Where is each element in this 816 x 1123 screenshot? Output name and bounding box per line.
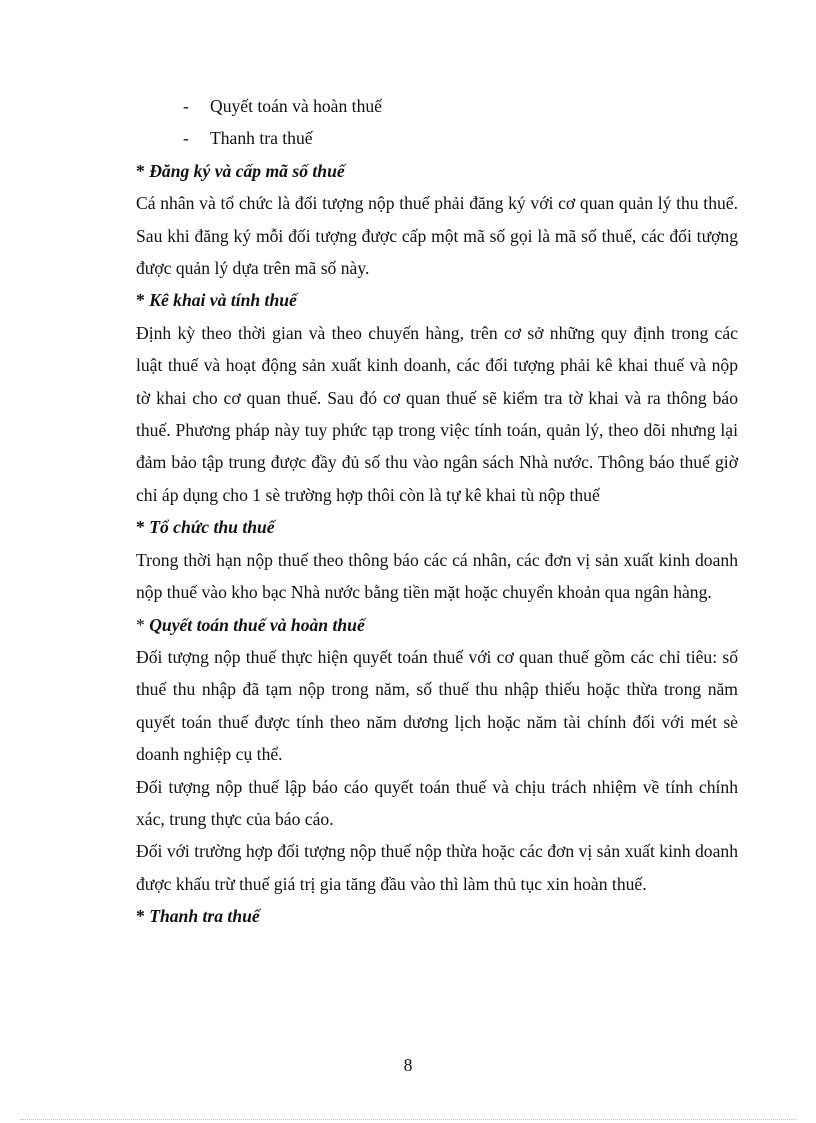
bullet-item (136, 122, 738, 154)
asterisk-marker: * (136, 160, 150, 181)
paragraph: Trong thời hạn nộp thuế theo thông báo các cá nhân, các đơn vị sản xuất kinh doanh nộp thuế vào kho bạc Nhà nước bằng tiền mặt hoặc chuyển khoản qua ngân hàng. (136, 549, 738, 603)
section-heading-inspection (136, 900, 738, 932)
asterisk-marker: * (136, 614, 150, 635)
section-heading-registration (136, 155, 738, 187)
heading-text: Kê khai và tính thuế (149, 290, 297, 311)
bullet-marker: - (183, 128, 189, 149)
paragraph: Đối với trường hợp đối tượng nộp thuế nộp thừa hoặc các đơn vị sản xuất kinh doanh được khấu trừ thuế giá trị gia tăng đầu vào thì làm thủ tục xin hoàn thuế. (136, 841, 738, 894)
asterisk-marker: * (136, 906, 150, 927)
heading-text: Thanh tra thuế (149, 906, 260, 927)
footer-divider (20, 1119, 796, 1120)
heading-text: Tổ chức thu thuế (149, 517, 275, 538)
page-body (136, 90, 738, 933)
paragraph: Đối tượng nộp thuế thực hiện quyết toán thuế với cơ quan thuế gồm các chỉ tiêu: số thuế thu nhập đã tạm nộp trong năm, số thuế thu nhập thiếu hoặc thừa trong năm quyết toán thuế được tính theo năm dương lịch hoặc năm tài chính đối với mét sè doanh nghiệp cụ thể. (136, 646, 738, 765)
heading-text: Quyết toán thuế và hoàn thuế (149, 614, 365, 635)
heading-text: Đăng ký và cấp mã số thuế (149, 160, 345, 181)
page-number: 8 (403, 1055, 413, 1075)
bullet-text: Thanh tra thuế (210, 128, 313, 149)
bullet-item (136, 90, 738, 122)
section-heading-collection (136, 511, 738, 543)
section-heading-declaration (136, 284, 738, 316)
bullet-marker: - (183, 96, 189, 116)
asterisk-marker: * (136, 290, 150, 311)
paragraph: Đối tượng nộp thuế lập báo cáo quyết toán thuế và chịu trách nhiệm về tính chính xác, trung thực của báo cáo. (136, 776, 738, 829)
asterisk-marker: * (136, 517, 150, 538)
bullet-text: Quyết toán và hoàn thuế (210, 96, 382, 116)
paragraph: Cá nhân và tổ chức là đối tượng nộp thuế phải đăng ký với cơ quan quản lý thu thuế. Sau khi đăng ký mỗi đối tượng được cấp một mã số gọi là mã số thuế, các đối tượng được quản lý dựa trên mã số này. (136, 193, 738, 279)
section-heading-settlement (136, 609, 738, 641)
paragraph: Định kỳ theo thời gian và theo chuyến hàng, trên cơ sở những quy định trong các luật thuế và hoạt động sản xuất kinh doanh, các đối tượng phải kê khai thuế và nộp tờ khai cho cơ quan thuế. Sau đó cơ quan thuế sẽ kiểm tra tờ khai và ra thông báo thuế. Phương pháp này tuy phức tạp trong việc tính toán, quản lý, theo dõi nhưng lại đảm bảo tập trung được đầy đủ số thu vào ngân sách Nhà nước. Thông báo thuế giờ chỉ áp dụng cho 1 sè trường hợp thôi còn là tự kê khai tù nộp thuế (136, 322, 738, 505)
